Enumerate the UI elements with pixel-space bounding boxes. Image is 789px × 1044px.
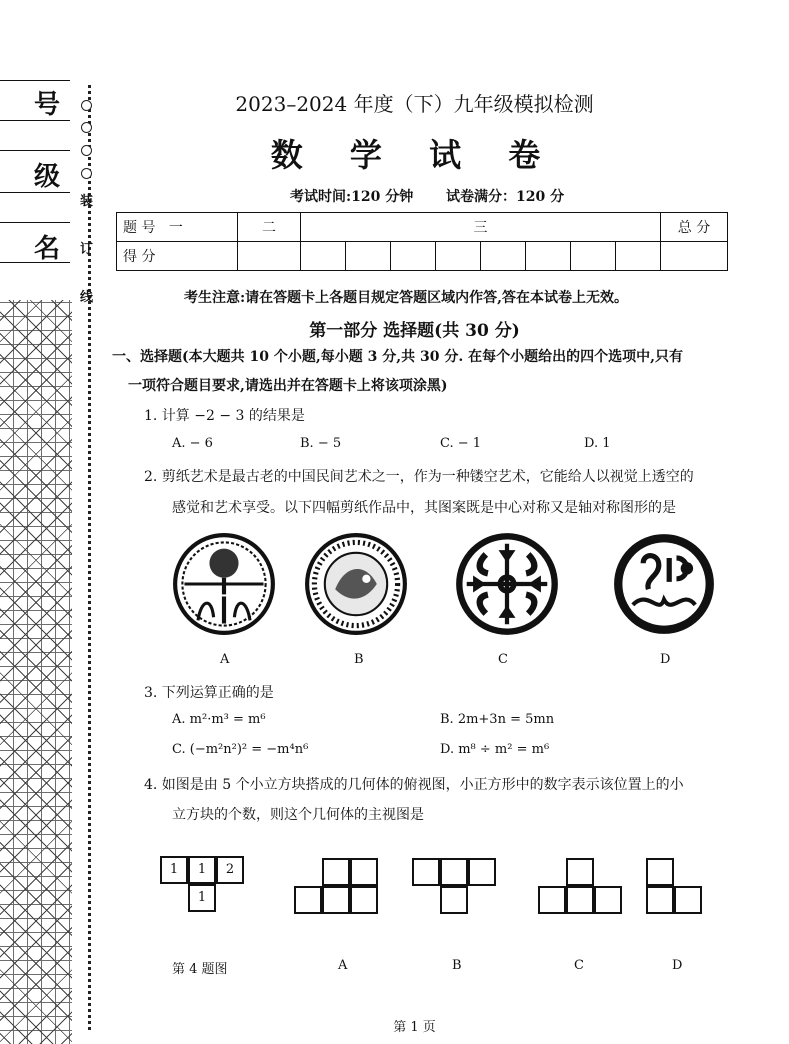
q4-stem-line2: 立方块的个数，则这个几何体的主视图是 <box>172 807 424 823</box>
page-number: 第 1 页 <box>393 1020 436 1035</box>
score-header-section-3: 三 <box>301 213 661 242</box>
q4-figure-caption: 第 4 题图 <box>172 962 228 977</box>
view-cell <box>674 886 702 914</box>
seal-dotted-line <box>88 85 91 1030</box>
notice: 考生注意:请在答题卡上各题目规定答题区域内作答,答在本试卷上无效。 <box>184 290 629 306</box>
top-view-cell: 1 <box>188 856 216 884</box>
top-view-cell: 2 <box>216 856 244 884</box>
seal-char: 装 <box>80 194 94 209</box>
score-table <box>116 212 728 271</box>
view-cell <box>646 886 674 914</box>
papercut-d-image <box>612 532 716 636</box>
view-cell <box>350 886 378 914</box>
top-view-cell: 1 <box>188 884 216 912</box>
q2-caption-b: B <box>354 652 364 667</box>
section-instruction-2: 一项符合题目要求,请选出并在答题卡上将该项涂黑) <box>128 378 448 394</box>
view-cell <box>350 858 378 886</box>
papercut-c-image <box>454 530 560 638</box>
score-header-label: 题 号 一 <box>117 213 238 242</box>
q2-stem-line1: 2. 剪纸艺术是最古老的中国民间艺术之一，作为一种镂空艺术，它能给人以视觉上透空的 <box>144 469 694 485</box>
score-cell[interactable] <box>346 242 391 271</box>
q4-caption-c: C <box>574 958 584 973</box>
score-row-label: 得 分 <box>117 242 238 271</box>
exam-subtitle: 2023–2024 年度（下）九年级模拟检测 <box>235 92 594 116</box>
binding-rule <box>0 192 70 193</box>
score-header-section-2: 二 <box>238 213 301 242</box>
q4-caption-a: A <box>338 958 348 973</box>
binding-pattern <box>0 300 72 1044</box>
score-cell-total[interactable] <box>661 242 728 271</box>
view-cell <box>294 886 322 914</box>
q3-option-d: D. m⁸ ÷ m² = m⁶ <box>440 742 550 757</box>
exam-time: 考试时间:120 分钟 <box>290 189 414 205</box>
score-header-total: 总 分 <box>661 213 728 242</box>
score-cell[interactable] <box>238 242 301 271</box>
section-instruction-1: 一、选择题(本大题共 10 个小题,每小题 3 分,共 30 分. 在每个小题给出的四个选项中,只有 <box>112 349 683 365</box>
q4-caption-d: D <box>672 958 683 973</box>
score-cell[interactable] <box>571 242 616 271</box>
q3-option-a: A. m²·m³ = m⁶ <box>172 712 266 727</box>
score-cell[interactable] <box>436 242 481 271</box>
q2-caption-c: C <box>498 652 508 667</box>
score-cell[interactable] <box>391 242 436 271</box>
binding-label-number: 号 <box>34 90 61 120</box>
binding-label-grade: 级 <box>34 162 61 192</box>
papercut-b-image <box>304 532 408 636</box>
view-cell <box>468 858 496 886</box>
q3-stem: 3. 下列运算正确的是 <box>144 685 274 701</box>
q2-stem-line2: 感觉和艺术享受。以下四幅剪纸作品中，其图案既是中心对称又是轴对称图形的是 <box>172 500 676 516</box>
score-cell[interactable] <box>481 242 526 271</box>
top-view-cell: 1 <box>160 856 188 884</box>
view-cell <box>440 858 468 886</box>
score-cell[interactable] <box>526 242 571 271</box>
view-cell <box>566 886 594 914</box>
view-cell <box>440 886 468 914</box>
binding-label-name: 名 <box>34 234 61 264</box>
binding-rule <box>0 80 70 81</box>
q2-caption-d: D <box>660 652 671 667</box>
q1-stem: 1. 计算 −2 − 3 的结果是 <box>144 408 305 424</box>
view-cell <box>412 858 440 886</box>
view-cell <box>594 886 622 914</box>
q1-option-a: A. − 6 <box>172 436 213 451</box>
binding-rule <box>0 222 70 223</box>
seal-char: 订 <box>80 242 94 257</box>
seal-char: 线 <box>80 290 94 305</box>
q1-option-c: C. − 1 <box>440 436 482 451</box>
score-cell[interactable] <box>616 242 661 271</box>
papercut-a-image <box>172 532 276 636</box>
q1-option-b: B. − 5 <box>300 436 342 451</box>
exam-title: 数 学 试 卷 <box>270 136 559 174</box>
view-cell <box>322 858 350 886</box>
binding-rule <box>0 262 70 263</box>
view-cell <box>646 858 674 886</box>
full-score: 试卷满分：120 分 <box>446 189 565 205</box>
q3-option-b: B. 2m+3n = 5mn <box>440 712 555 727</box>
view-cell <box>538 886 566 914</box>
score-cell[interactable] <box>301 242 346 271</box>
q2-caption-a: A <box>220 652 230 667</box>
q1-option-d: D. 1 <box>584 436 611 451</box>
q4-caption-b: B <box>452 958 462 973</box>
view-cell <box>322 886 350 914</box>
view-cell <box>566 858 594 886</box>
q3-option-c: C. (−m²n²)² = −m⁴n⁶ <box>172 742 309 757</box>
binding-rule <box>0 120 70 121</box>
q4-stem-line1: 4. 如图是由 5 个小立方块搭成的几何体的俯视图，小正方形中的数字表示该位置上的小 <box>144 777 684 793</box>
part1-heading: 第一部分 选择题(共 30 分) <box>309 321 520 341</box>
